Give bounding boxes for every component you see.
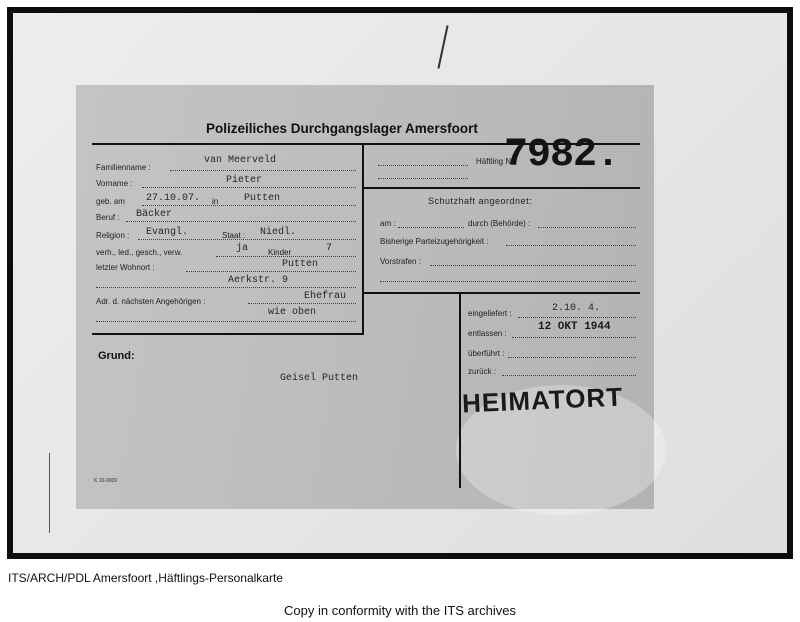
schutzhaft-title: Schutzhaft angeordnet: [428,196,533,206]
haeftling-label: Häftling Nr. [476,157,516,166]
ueberfuehrt-label: überführt : [468,349,505,358]
geb-in-label: in [212,197,219,206]
field-line [142,187,356,188]
vorstrafen-label: Vorstrafen : [380,257,421,266]
entlassen-label: entlassen : [468,329,507,338]
field-line [170,170,356,171]
field-line [96,321,356,322]
photo-background-paper [13,13,787,553]
left-box-right-border [362,143,364,335]
zurueck-label: zurück : [468,367,497,376]
field-line [506,245,636,246]
card-title: Polizeiliches Durchgangslager Amersfoort [206,121,478,136]
form-code: K 10-0009 [94,478,118,484]
religion-label: Religion : [96,231,130,240]
verh-value: ja [236,243,249,254]
geb-place-value: Putten [244,193,281,204]
field-line [508,357,636,358]
grund-label: Grund: [98,350,135,362]
field-line [518,317,636,318]
grund-value: Geisel Putten [280,373,359,384]
verh-label: verh., led., gesch., verw. [96,248,183,257]
angehoerige-value: Ehefrau [304,291,347,302]
vorname-value: Pieter [226,175,263,186]
wohnort-value: Putten [282,259,319,270]
heimatort-stamp: HEIMATORT [461,381,624,419]
familienname-label: Familienname : [96,163,151,172]
eingeliefert-value: 2.10. 4. [552,303,601,314]
beruf-value: Bäcker [136,209,173,220]
geb-label: geb. am [96,197,125,206]
archive-footer: Copy in conformity with the ITS archives [284,603,516,618]
beruf-label: Beruf : [96,213,120,222]
field-line [248,303,356,304]
field-line [430,265,636,266]
field-line [398,227,464,228]
schutzhaft-durch-label: durch (Behörde) : [468,219,531,228]
haeftling-number: 7982. [504,133,620,178]
field-line [142,205,356,206]
religion-value: Evangl. [146,227,189,238]
field-line [126,221,356,222]
field-line [96,287,356,288]
field-line [512,337,636,338]
field-line [538,227,636,228]
prisoner-card [76,85,654,509]
field-line [380,281,636,282]
kinder-label: Kinder [268,248,292,257]
angehoerige-value-2: wie oben [268,307,317,318]
eingeliefert-label: eingeliefert : [468,309,512,318]
staat-value: Niedl. [260,227,297,238]
field-line [378,178,468,179]
field-line [378,165,468,166]
vorname-label: Vorname : [96,179,133,188]
angehoerige-label: Adr. d. nächsten Angehörigen : [96,297,206,306]
field-line [186,271,356,272]
archive-caption: ITS/ARCH/PDL Amersfoort ,Häftlings-Personalkarte [8,571,283,585]
field-line [138,239,356,240]
kinder-value: 7 [326,243,333,254]
dates-top-rule [364,292,640,294]
geb-date-value: 27.10.07. [146,193,201,204]
archive-photo-frame [7,7,793,559]
wohnort-label: letzter Wohnort : [96,263,155,272]
schutzhaft-am-label: am : [380,219,396,228]
paper-mark [49,453,50,533]
field-line [502,375,636,376]
paper-mark [437,25,448,68]
entlassen-stamp: 12 OKT 1944 [538,321,611,333]
staat-label: Staat : [222,231,246,240]
familienname-value: van Meerveld [204,155,277,166]
left-box-bottom-border [92,333,364,335]
partei-label: Bisherige Parteizugehörigkeit : [380,237,489,246]
wohnort-street-value: Aerkstr. 9 [228,275,289,286]
field-line [216,256,356,257]
schutzhaft-top-rule [364,187,640,189]
